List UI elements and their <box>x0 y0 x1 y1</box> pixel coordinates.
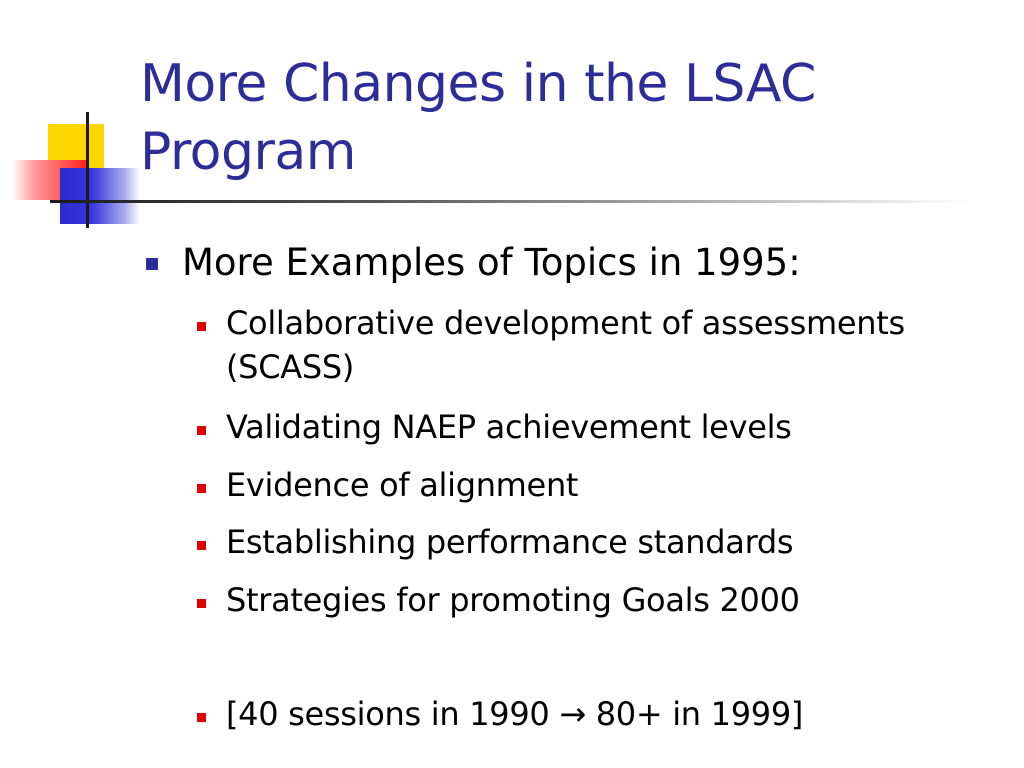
level1-bullet-text: More Examples of Topics in 1995: <box>182 241 801 284</box>
sub-bullet-text: Strategies for promoting Goals 2000 <box>226 581 800 619</box>
level2-bullet-icon <box>197 322 206 331</box>
level2-bullet-icon <box>197 599 206 608</box>
level2-bullet-icon <box>197 713 206 722</box>
sub-bullet-text: Collaborative development of assessments (SCASS) <box>226 304 905 386</box>
level2-bullet-icon <box>197 484 206 493</box>
sub-bullet-text: Evidence of alignment <box>226 466 579 504</box>
level2-bullet-icon <box>197 541 206 550</box>
level2-bullet-icon <box>197 426 206 435</box>
sub-bullet-text: [40 sessions in 1990 → 80+ in 1999] <box>226 695 804 733</box>
sub-bullet-text: Establishing performance standards <box>226 523 794 561</box>
level1-bullet-icon <box>146 258 158 270</box>
sub-bullet-text: Validating NAEP achievement levels <box>226 408 792 446</box>
slide-title: More Changes in the LSAC Program <box>140 54 816 182</box>
